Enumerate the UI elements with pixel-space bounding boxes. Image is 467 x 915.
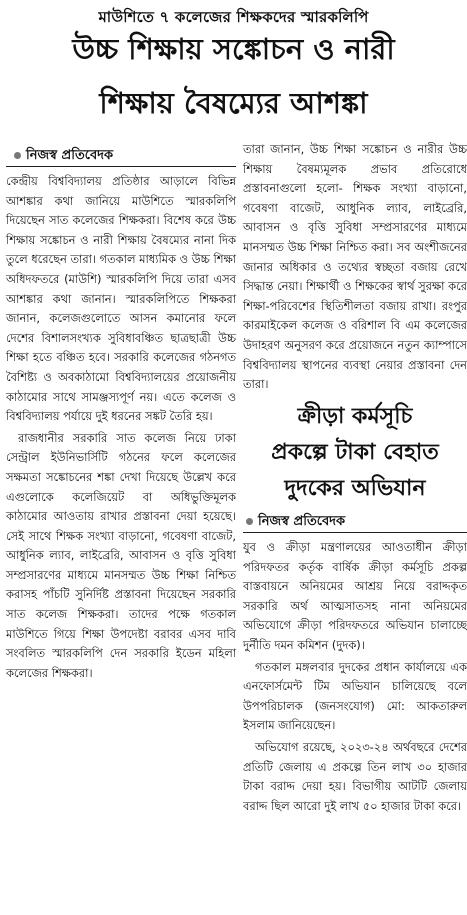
article-2-headline-line-3: দুদকের অভিযান [284,476,426,501]
article-1-headline-line-1: উচ্চ শিক্ষায় সঙ্কোচন ও নারী [72,32,395,66]
article-1-byline-text: নিজস্ব প্রতিবেদক [26,148,114,163]
article-2-paragraph-3: অভিযোগ রয়েছে, ২০২৩-২৪ অর্থবছরে দেশের প্রতিটি জেলায় এ প্রকল্পে তিন লাখ ৩০ হাজার টাকা বরাদ্দ দেয়া হয়। বিভাগীয় আটটি জেলায় বরাদ্দ ছিল আরো দুই লাখ ৫০ হাজার টাকা করে। [243,739,467,813]
bullet-dot-icon [246,518,253,525]
bullet-dot-icon [14,152,21,159]
article-2-paragraph-1: যুব ও ক্রীড়া মন্ত্রণালয়ের আওতাধীন ক্রীড়া পরিদফতর কর্তৃক বার্ষিক ক্রীড়া কর্মসূচি প্রকল্প বাস্তবায়নে অনিয়মের আশ্রয় নিয়ে বরাদ্দকৃত সরকারি অর্থ আত্মসাতসহ নানা অনিয়মের অভিযোগে ক্রীড়া পরিদফতরে অভিযান চালাচ্ছে দুর্নীতি দমন কমিশন (দুদক)। [243,540,467,652]
article-1-headline-line-2: শিক্ষায় বৈষম্যের আশঙ্কা [99,86,368,120]
article-1-paragraph-1: কেন্দ্রীয় বিশ্ববিদ্যালয় প্রতিষ্ঠার আড়ালে বিভিন্ন আশঙ্কার কথা জানিয়ে মাউশিতে স্মারকলিপি দিয়েছেন সাত কলেজের শিক্ষকরা। বিশেষ করে উচ্চ শিক্ষায় সঙ্কোচন ও নারী শিক্ষায় বৈষম্যের নানা দিক তুলে ধরেছেন তারা। গতকাল মাধ্যমিক ও উচ্চ শিক্ষা অধিদফতরে (মাউশি) স্মারকলিপি দিয়ে তারা এসব আশঙ্কার কথা জানান। স্মারকলিপিতে শিক্ষকরা জানান, কলেজগুলোতে আসন কমানোর ফলে দেশের বিশালসংখ্যক সুবিধাবঞ্চিত ছাত্রছাত্রী উচ্চ শিক্ষা হতে বঞ্চিত হবে। সরকারি কলেজের গঠনগত বৈশিষ্ট্য ও অবকাঠামো বিশ্ববিদ্যালয়ের প্রয়োজনীয় কাঠামোর সাথে সামঞ্জস্যপূর্ণ নয়। এতে কলেজ ও বিশ্ববিদ্যালয় পর্যায়ে দুই ধরনের সঙ্কট তৈরি হয়। [6,174,236,424]
article-1-kicker: মাউশিতে ৭ কলেজের শিক্ষকদের স্মারকলিপি [98,8,369,26]
article-1-column-right [243,140,467,392]
article-2-column [243,538,467,912]
article-2-byline [246,512,345,533]
article-1-divider [6,166,236,167]
article-1-paragraph-2: রাজধানীর সরকারি সাত কলেজ নিয়ে ঢাকা সেন্ট্রাল ইউনিভার্সিটি গঠনের ফলে কলেজের সক্ষমতা সঙ্কোচনের শঙ্কা দেখা দিয়েছে উল্লেখ করে এগুলোকে কলেজিয়েট বা অধিভুক্তিমূলক কাঠামোর আওতায় রাখার প্রস্তাবনা দেয়া হয়েছে। সেই সাথে শিক্ষক সংখ্যা বাড়ানো, গবেষণা বাজেট, আধুনিক ল্যাব, লাইব্রেরি, আবাসন ও বৃত্তি সুবিধা সম্প্রসারণের মাধ্যমে মানসম্মত উচ্চ শিক্ষা নিশ্চিত করাসহ পাঁচটি সুনির্দিষ্ট প্রস্তাবনা দিয়েছেন সরকারি সাত কলেজ শিক্ষকরা। তাদের পক্ষে গতকাল মাউশিতে গিয়ে শিক্ষা উপদেষ্টা বরাবর এসব দাবি সংবলিত স্মারকলিপি দেন সরকারি ইডেন মহিলা কলেজের শিক্ষকরা। [6,430,236,680]
article-2-headline-line-2: প্রকল্পে টাকা বেহাত [271,440,439,465]
article-2-headline-line-1: ক্রীড়া কর্মসূচি [297,404,413,429]
article-1-column-left [6,172,236,912]
article-2-byline-text: নিজস্ব প্রতিবেদক [258,514,346,529]
article-2-paragraph-2: গতকাল মঙ্গলবার দুদকের প্রধান কার্যালয়ে এক এনফোর্সমেন্ট টিম অভিযান চালিয়েছে বলে উপপরিচালক (জনসংযোগ) মো: আকতারুল ইসলাম জানিয়েছেন। [243,659,467,733]
article-1-byline [14,146,113,167]
article-1-paragraph-3: তারা জানান, উচ্চ শিক্ষা সঙ্কোচন ও নারীর উচ্চ শিক্ষায় বৈষম্যমূলক প্রভাব প্রতিরোধে প্রস্তাবনাগুলো হলো- শিক্ষক সংখ্যা বাড়ানো, গবেষণা বাজেট, আধুনিক ল্যাব, লাইব্রেরি, আবাসন ও বৃত্তি সুবিধা সম্প্রসারণের মাধ্যমে মানসম্মত উচ্চ শিক্ষা নিশ্চিত করা। সব অংশীজনের জানার অধিকার ও তথ্যের স্বচ্ছতা বজায় রেখে সিদ্ধান্ত নেয়া। শিক্ষার্থী ও শিক্ষকের স্বার্থ সুরক্ষা করে শিক্ষা-পরিবেশের স্থিতিশীলতা বজায় রাখা। রংপুর কারমাইকেল কলেজ ও বরিশাল বি এম কলেজের উদাহরণ অনুসরণ করে প্রয়োজনে নতুন ক্যাম্পাসে বিশ্ববিদ্যালয় স্থাপনের ব্যবস্থা নেয়ার প্রস্তাবনা দেন তারা। [243,142,467,392]
article-2-divider [243,532,467,533]
